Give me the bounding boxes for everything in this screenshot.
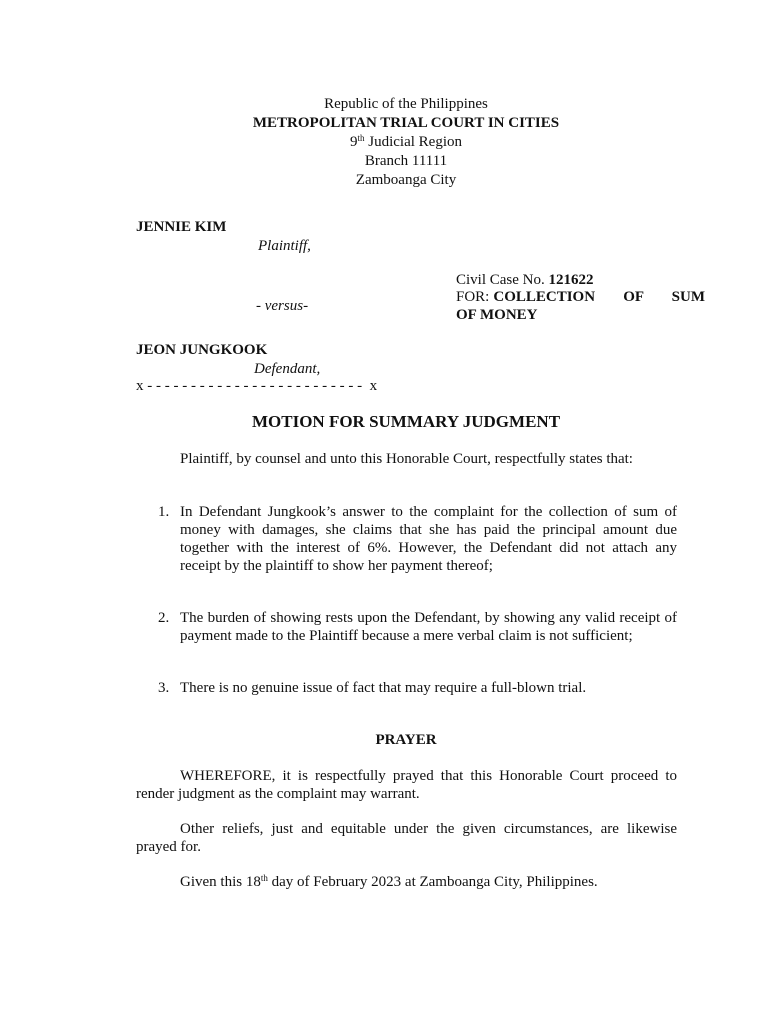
for-label: FOR:	[456, 289, 490, 305]
given-text-pre: Given this 18	[180, 874, 261, 890]
defendant-name: JEON JUNGKOOK	[136, 342, 268, 358]
case-subject	[456, 288, 705, 324]
prayer-paragraph-2	[136, 820, 677, 856]
defendant-role: Defendant,	[254, 361, 321, 377]
prayer-heading: PRAYER	[375, 732, 437, 748]
list-text: The burden of showing rests upon the Defendant, by showing any valid receipt of payment made to the Plaintiff because a mere verbal claim is not sufficient;	[180, 610, 677, 644]
given-paragraph	[136, 873, 677, 891]
intro-text: Plaintiff, by counsel and unto this Honorable Court, respectfully states that:	[180, 451, 633, 467]
republic-line: Republic of the Philippines	[324, 96, 488, 112]
region-number: 9	[349, 134, 358, 150]
case-number-label: Civil Case No.	[456, 272, 549, 288]
intro-paragraph	[136, 450, 677, 468]
case-number-line	[456, 271, 594, 289]
court-header	[0, 95, 768, 190]
prayer-text-1: WHEREFORE, it is respectfully prayed that this Honorable Court proceed to render judgment as the complaint may warrant.	[136, 768, 677, 802]
plaintiff-role: Plaintiff,	[258, 238, 311, 254]
region-text: Judicial Region	[364, 134, 462, 150]
list-text: In Defendant Jungkook’s answer to the complaint for the collection of sum of money with damages, she claims that she has paid the principal amount due together with the interest of 6%. However, the Defendant did not attach any receipt by the plaintiff to show her payment thereof;	[180, 504, 677, 574]
case-number: 121622	[548, 272, 594, 288]
given-ordinal: th	[260, 873, 268, 883]
region-line	[0, 133, 768, 152]
caption-separator: x - - - - - - - - - - - - - - - - - - - - - - - - - x	[136, 378, 378, 394]
versus-label: - versus-	[256, 298, 309, 314]
prayer-paragraph-1	[136, 767, 677, 803]
list-number: 3.	[158, 680, 170, 696]
case-subject-text2: OF MONEY	[456, 307, 538, 323]
motion-title: MOTION FOR SUMMARY JUDGMENT	[251, 412, 561, 431]
list-text: There is no genuine issue of fact that may require a full-blown trial.	[180, 680, 587, 696]
prayer-text-2: Other reliefs, just and equitable under the given circumstances, are likewise prayed for.	[136, 821, 677, 855]
case-subject-line1	[456, 288, 705, 306]
case-subject-text1: COLLECTION OF SUM	[493, 289, 705, 305]
branch-line: Branch 11111	[364, 153, 448, 169]
list-number: 1.	[158, 504, 170, 520]
given-text-post: day of February 2023 at Zamboanga City, Philippines.	[267, 874, 598, 890]
list-number: 2.	[158, 610, 170, 626]
region-ordinal: th	[357, 133, 365, 143]
court-name: METROPOLITAN TRIAL COURT IN CITIES	[252, 115, 560, 131]
city-line: Zamboanga City	[355, 172, 457, 188]
plaintiff-name: JENNIE KIM	[136, 219, 227, 235]
